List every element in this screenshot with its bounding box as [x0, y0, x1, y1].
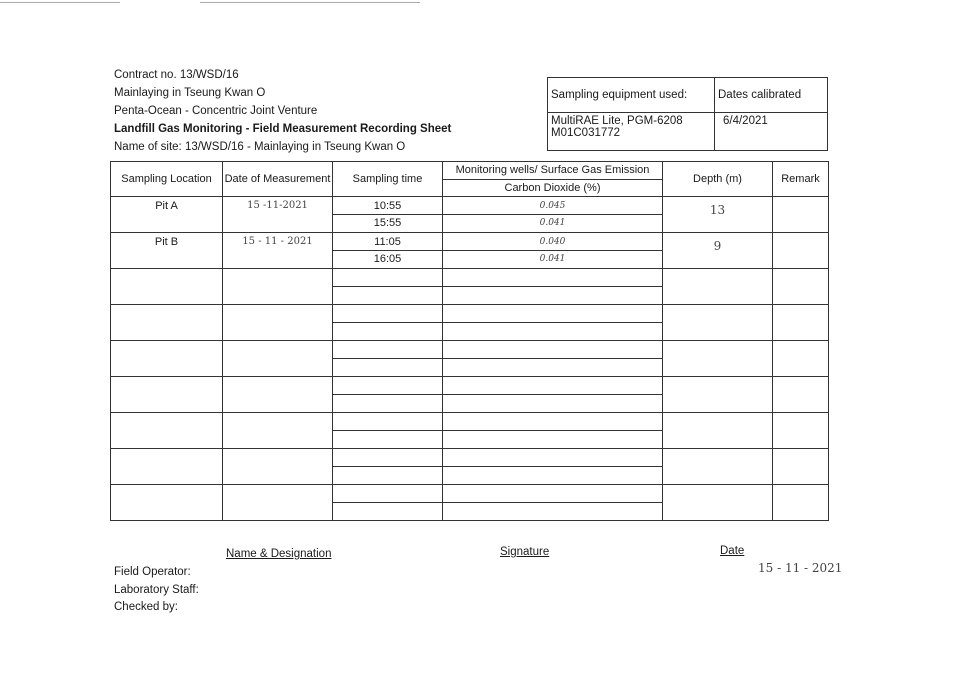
co2-cell	[443, 233, 663, 269]
field-operator-date: 15 - 11 - 2021	[758, 561, 843, 575]
table-row	[111, 269, 829, 305]
time-cell	[333, 449, 443, 485]
time-cell	[333, 305, 443, 341]
date-heading: Date	[720, 545, 745, 557]
co2-second	[443, 502, 662, 519]
location-cell	[111, 269, 223, 305]
co2-first	[443, 306, 662, 322]
time-cell	[333, 377, 443, 413]
equipment-table	[547, 77, 828, 151]
time-second	[333, 286, 442, 303]
location-cell	[111, 341, 223, 377]
co2-second: 0.041	[443, 250, 662, 267]
checked-by-label: Checked by:	[114, 601, 178, 613]
time-first	[333, 306, 442, 322]
date-cell	[223, 269, 333, 305]
equipment-model: MultiRAE Lite, PGM-6208	[551, 115, 683, 127]
date-cell	[223, 305, 333, 341]
contractor-name: Penta-Ocean - Concentric Joint Venture	[114, 105, 318, 117]
remark-cell	[773, 485, 829, 521]
time-first	[333, 486, 442, 502]
depth-cell: 13	[663, 197, 773, 233]
depth-cell	[663, 413, 773, 449]
time-first	[333, 414, 442, 430]
time-cell	[333, 341, 443, 377]
calibrated-date: 6/4/2021	[715, 113, 828, 151]
co2-cell	[443, 269, 663, 305]
co2-second	[443, 466, 662, 483]
measurement-table	[110, 161, 829, 521]
dates-calibrated-label: Dates calibrated	[715, 78, 828, 113]
location-cell: Pit B	[111, 233, 223, 269]
signature-heading: Signature	[500, 546, 550, 558]
time-first	[333, 378, 442, 394]
field-operator-label: Field Operator:	[114, 566, 191, 578]
date-cell	[223, 377, 333, 413]
co2-first: 0.045	[539, 201, 566, 211]
contract-number: Contract no. 13/WSD/16	[114, 69, 239, 81]
laboratory-staff-label: Laboratory Staff:	[114, 584, 199, 596]
depth-cell	[663, 305, 773, 341]
table-row	[111, 197, 829, 233]
co2-second	[443, 322, 662, 339]
remark-cell	[773, 305, 829, 341]
time-first	[333, 270, 442, 286]
name-designation-heading: Name & Designation	[226, 548, 332, 560]
remark-cell	[773, 341, 829, 377]
co2-cell	[443, 197, 663, 233]
remark-cell	[773, 269, 829, 305]
time-second	[333, 358, 442, 375]
column-header-location: Sampling Location	[111, 162, 223, 197]
depth-cell	[663, 341, 773, 377]
column-header-remark: Remark	[773, 162, 829, 197]
co2-first	[443, 450, 662, 466]
co2-first: 0.040	[539, 237, 566, 247]
date-cell	[223, 413, 333, 449]
column-header-time: Sampling time	[333, 162, 443, 197]
time-cell	[333, 233, 443, 269]
location-cell	[111, 305, 223, 341]
co2-second	[443, 286, 662, 303]
co2-second	[443, 394, 662, 411]
depth-cell	[663, 377, 773, 413]
location-cell	[111, 485, 223, 521]
time-second: 15:55	[333, 214, 442, 231]
scan-artifact	[0, 2, 120, 3]
date-cell	[223, 341, 333, 377]
time-first	[333, 342, 442, 358]
column-header-co2: Carbon Dioxide (%)	[443, 179, 663, 197]
remark-cell	[773, 377, 829, 413]
time-second	[333, 466, 442, 483]
remark-cell	[773, 449, 829, 485]
remark-cell	[773, 413, 829, 449]
column-header-depth: Depth (m)	[663, 162, 773, 197]
time-second	[333, 430, 442, 447]
table-row	[111, 485, 829, 521]
remark-cell	[773, 233, 829, 269]
equipment-used-label: Sampling equipment used:	[548, 78, 715, 113]
time-first: 10:55	[373, 200, 402, 212]
table-row	[111, 233, 829, 269]
co2-first	[443, 486, 662, 502]
table-row	[111, 413, 829, 449]
column-header-date: Date of Measurement	[223, 162, 333, 197]
location-cell: Pit A	[111, 197, 223, 233]
co2-second	[443, 358, 662, 375]
sheet-title: Landfill Gas Monitoring - Field Measurement Recording Sheet	[114, 123, 452, 135]
time-second	[333, 322, 442, 339]
co2-first	[443, 378, 662, 394]
time-second	[333, 502, 442, 519]
table-row	[111, 341, 829, 377]
location-cell	[111, 449, 223, 485]
co2-cell	[443, 449, 663, 485]
remark-cell	[773, 197, 829, 233]
co2-second: 0.041	[443, 214, 662, 231]
time-first	[333, 450, 442, 466]
co2-first	[443, 414, 662, 430]
date-cell: 15 -11-2021	[223, 197, 333, 233]
equipment-value	[548, 113, 715, 151]
scan-artifact	[200, 2, 420, 3]
table-row	[111, 305, 829, 341]
equipment-serial: M01C031772	[551, 127, 621, 139]
document-header	[114, 66, 451, 156]
time-cell	[333, 413, 443, 449]
time-first: 11:05	[374, 236, 401, 248]
co2-first	[443, 342, 662, 358]
location-cell	[111, 413, 223, 449]
location-cell	[111, 377, 223, 413]
table-row	[111, 377, 829, 413]
time-cell	[333, 269, 443, 305]
co2-cell	[443, 485, 663, 521]
co2-cell	[443, 341, 663, 377]
co2-cell	[443, 413, 663, 449]
site-name: Name of site: 13/WSD/16 - Mainlaying in Tseung Kwan O	[114, 141, 406, 153]
column-header-wells: Monitoring wells/ Surface Gas Emission	[443, 162, 663, 180]
co2-cell	[443, 377, 663, 413]
time-second: 16:05	[333, 250, 442, 267]
depth-cell	[663, 485, 773, 521]
depth-cell	[663, 449, 773, 485]
depth-cell: 9	[663, 233, 773, 269]
time-cell	[333, 485, 443, 521]
project-name: Mainlaying in Tseung Kwan O	[114, 87, 266, 99]
date-cell	[223, 485, 333, 521]
co2-first	[443, 270, 662, 286]
time-second	[333, 394, 442, 411]
co2-second	[443, 430, 662, 447]
time-cell	[333, 197, 443, 233]
date-cell	[223, 449, 333, 485]
co2-cell	[443, 305, 663, 341]
depth-cell	[663, 269, 773, 305]
table-row	[111, 449, 829, 485]
date-cell: 15 - 11 - 2021	[223, 233, 333, 269]
